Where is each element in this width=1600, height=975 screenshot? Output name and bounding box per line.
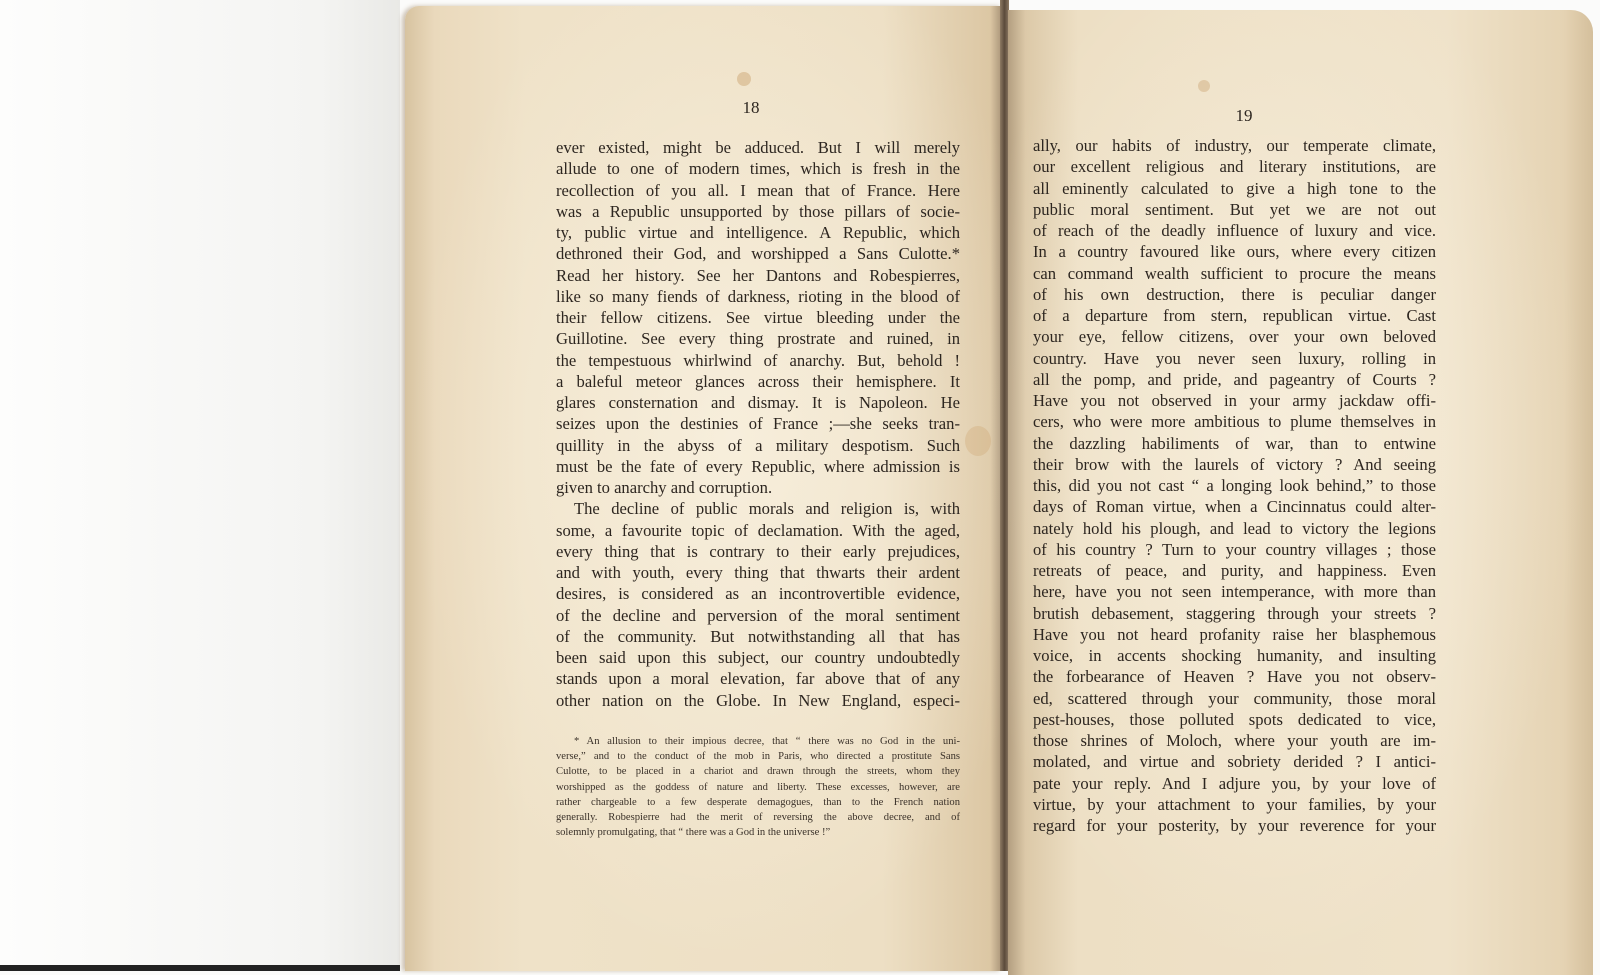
text-line: like so many fiends of darkness, rioting in the blood of [556,286,960,306]
text-line: virtue, by your attachment to your families, by your [1033,794,1436,814]
text-line: was a Republic unsupported by those pillars of socie- [556,201,960,221]
footnote [556,734,960,840]
page-number: 18 [742,98,760,117]
text-line: their fellow citizens. See virtue bleeding under the [556,308,960,327]
text-line: of his country ? Turn to your country villages ; those [1033,539,1436,559]
text-line: your eye, fellow citizens, over your own beloved [1033,327,1436,347]
foxing-spot [1198,80,1210,92]
text-line: ty, public virtue and intelligence. A Republic, which [556,223,960,242]
text-line: of the community. But notwithstanding all that has [556,626,960,646]
text-line: their brow with the laurels of victory ? And seeing [1033,454,1436,474]
text-line: of his own destruction, there is peculiar danger [1033,284,1436,304]
text-line: and with youth, every thing that thwarts their ardent [556,563,960,582]
foxing-spot [965,426,991,456]
text-line: every thing that is contrary to their early prejudices, [556,541,960,561]
text-line: days of Roman virtue, when a Cincinnatus could alter- [1033,497,1436,517]
text-line: seizes upon the destinies of France ;—she seeks tran- [556,414,960,434]
text-line: the dazzling habiliments of war, than to entwine [1033,433,1436,453]
text-line: pest-houses, those polluted spots dedicated to vice, [1033,709,1436,729]
text-line: regard for your posterity, by your reverence for your [1033,816,1436,835]
text-line: stands upon a moral elevation, far above that of any [556,669,960,689]
text-line: molated, and virtue and sobriety derided ? I antici- [1033,752,1436,772]
text-line: Have you not observed in your army jackdaw offi- [1033,391,1436,410]
text-line: Guillotine. See every thing prostrate and ruined, in [556,329,960,349]
text-line: country. Have you never seen luxury, rolling in [1033,348,1436,368]
text-line: given to anarchy and corruption. [556,478,773,497]
text-line: In a country favoured like ours, where every citizen [1033,242,1436,262]
text-line: Have you not heard profanity raise her blasphemous [1033,624,1436,644]
footnote-line: * An allusion to their impious decree, that “ there was no God in the uni- [574,736,960,747]
text-line: the tempestuous whirlwind of anarchy. But, behold ! [556,350,960,370]
left-page [405,6,1002,971]
footnote-line: generally. Robespierre had the merit of reversing the above decree, and of [556,811,960,823]
text-line: pate your reply. And I adjure you, by your love of [1033,773,1436,793]
text-line: nately hold his plough, and lead to victory the legions [1033,518,1436,538]
text-line: voice, in accents shocking humanity, and insulting [1033,646,1436,665]
text-line: our excellent religious and literary institutions, are [1033,157,1436,177]
text-line: retreats of peace, and purity, and happiness. Even [1033,561,1436,580]
footnote-line: rather chargeable to a few desperate demagogues, than to the French nation [556,796,960,808]
text-line: all the pomp, and pride, and pageantry of Courts ? [1033,369,1436,389]
text-line: this, did you not cast “ a longing look behind,” to those [1033,476,1436,495]
right-page [1008,10,1593,975]
scanner-background [0,0,400,971]
text-line: of the decline and perversion of the moral sentiment [556,605,960,625]
text-line: other nation on the Globe. In New England, especi- [556,690,960,710]
text-line: brutish debasement, staggering through your streets ? [1033,603,1436,623]
text-line: ever existed, might be adduced. But I will merely [556,138,960,157]
footnote-line: Culotte, to be placed in a chariot and drawn through the streets, whom they [556,766,960,778]
text-line: allude to one of modern times, which is fresh in the [556,159,960,179]
open-book [400,0,1600,971]
text-line: Read her history. See her Dantons and Robespierres, [556,265,960,285]
scanner-edge [0,965,400,971]
footnote-line: verse,” and to the conduct of the mob in Paris, who directed a prostitute Sans [556,751,960,763]
page-number: 19 [1235,106,1253,125]
text-line: can command wealth sufficient to procure the means [1033,263,1436,283]
text-line: of a departure from stern, republican virtue. Cast [1033,306,1436,325]
text-line: been said upon this subject, our country undoubtedly [556,648,960,667]
text-line: recollection of you all. I mean that of France. Here [556,180,960,200]
text-line: desires, is considered as an incontrovertible evidence, [556,584,960,604]
text-line: the forbearance of Heaven ? Have you not observ- [1033,667,1436,687]
foxing-spot [737,72,751,86]
body-text [556,137,960,711]
text-line: ally, our habits of industry, our temperate climate, [1033,136,1436,155]
text-line: some, a favourite topic of declamation. With the aged, [556,520,960,540]
text-line: of reach of the deadly influence of luxury and vice. [1033,221,1436,240]
text-line: quillity in the abyss of a military despotism. Such [556,435,960,455]
text-line: public moral sentiment. But yet we are not out [1033,199,1436,219]
text-line: cers, who were more ambitious to plume themselves in [1033,412,1436,432]
text-line: a baleful meteor glances across their hemisphere. It [556,371,960,391]
text-line: dethroned their God, and worshipped a Sans Culotte.* [556,244,960,264]
text-line: must be the fate of every Republic, where admission is [556,456,960,476]
footnote-line: solemnly promulgating, that “ there was a God in the universe !” [556,827,831,839]
text-line: ed, scattered through your community, those moral [1033,688,1436,708]
text-line: here, have you not seen intemperance, with more than [1033,582,1436,602]
footnote-line: worshipped as the goddess of nature and liberty. These excesses, however, are [556,781,960,793]
text-line: The decline of public morals and religion is, with [574,499,960,519]
body-text [1033,135,1436,836]
text-line: those shrines of Moloch, where your youth are im- [1033,731,1436,750]
text-line: glares consternation and dismay. It is Napoleon. He [556,393,960,412]
text-line: all eminently calculated to give a high tone to the [1033,178,1436,198]
